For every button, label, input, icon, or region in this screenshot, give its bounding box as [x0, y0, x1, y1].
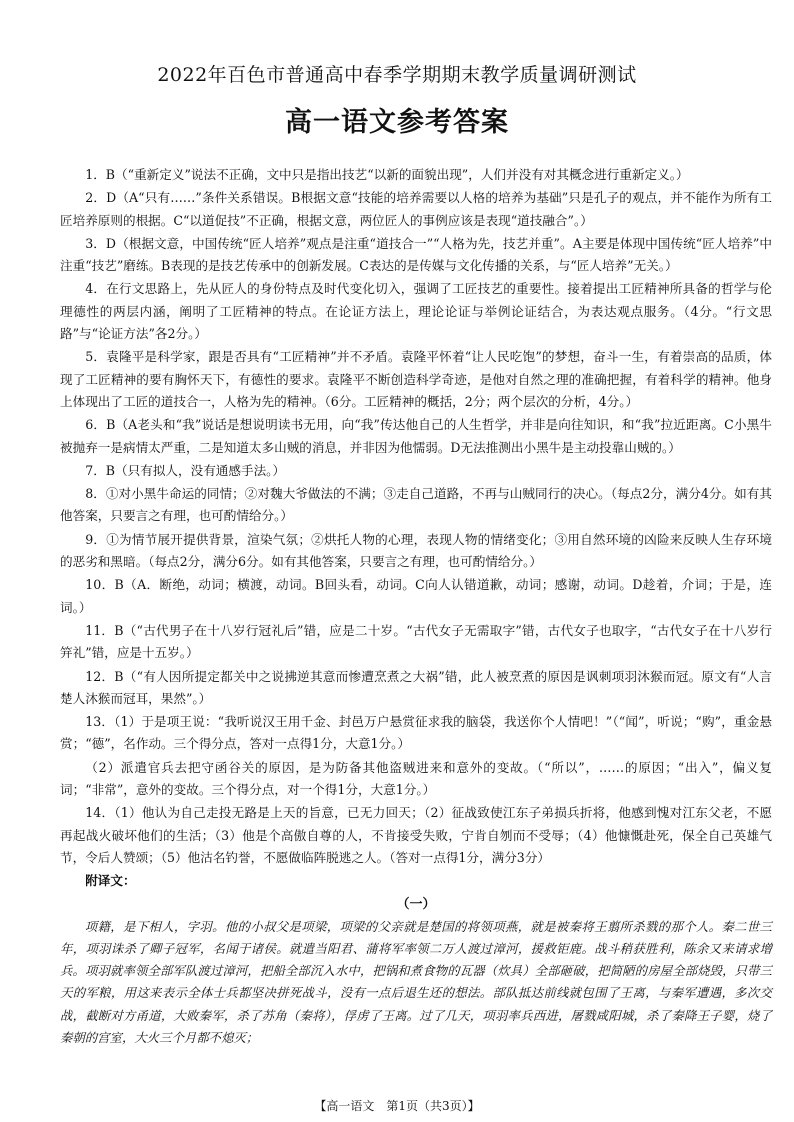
translation-text: 项籍，是下相人，字羽。他的小叔父是项梁，项梁的父亲就是楚国的将领项燕，就是被秦将王翦所杀戮的那个人。秦二世三年，项羽诛杀了卿子冠军，名闻于诸侯。就遣当阳君、蒲将军率领二万人渡过漳河，援救钜鹿。战斗稍获胜利，陈余又来请求增兵。项羽就率领全部军队渡过漳河，把船全部沉入水中，把锅和煮食物的瓦器（炊具）全部砸破，把简陋的房屋全部烧毁，只带三天的军粮，用这来表示全体士兵都坚决拼死战斗，没有一点后退生还的想法。部队抵达前线就包围了王离，与秦军遭遇，多次交战，截断对方甬道，大败秦军，杀了苏角（秦将），俘虏了王离。过了几天，项羽率兵西进，屠戮咸阳城，杀了秦降王子婴，烧了秦朝的宫室，大火三个月都不熄灭；: [60, 918, 772, 1045]
answer-3: 3．D（根据文意，中国传统“匠人培养”观点是注重“道技合一”“人格为先，技艺并重”。A主要是体现中国传统“匠人培养”中注重“技艺”磨练。B表现的是技艺传承中的创新发展。C表达的是传媒与文化传播的关系，与“匠人培养”无关。）: [60, 235, 772, 274]
answer-1: 1．B（“重新定义”说法不正确，文中只是指出技艺“以新的面貌出现”，人们并没有对其概念进行重新定义。）: [85, 167, 689, 182]
answer-7: 7．B（只有拟人，没有通感手法。）: [85, 462, 286, 478]
page-footer: 【高一语文 第1页（共3页）】: [314, 1099, 480, 1113]
answer-4: 4．在行文思路上，先从匠人的身份特点及时代变化切入，强调了工匠技艺的重要性。接着提出工匠精神所具备的哲学与伦理德性的两层内涵，阐明了工匠精神的特点。在论证方法上，理论论证与举例论证结合，为表达观点服务。（4分。“行文思路”与“论证方法”各2分。）: [60, 281, 772, 342]
answer-8: 8．①对小黑牛命运的同情；②对魏大爷做法的不满；③走自己道路，不再与山贼同行的决心。（每点2分，满分4分。如有其他答案，只要言之有理，也可酌情给分。）: [60, 486, 772, 524]
answer-14: 14．（1）他认为自己走投无路是上天的旨意，已无力回天；（2）征战致使江东子弟损兵折将，他感到愧对江东父老，不愿再起战火破坏他们的生活；（3）他是个高傲自尊的人，不肯接受失败，宁肯自刎而不受辱；（4）他慷慨赴死，保全自己英雄气节，令后人赞颂；（5）他沽名钓誉，不愿做临阵脱逃之人。（答对一点得1分，满分3分）: [60, 805, 772, 865]
appendix-label: 附译文：: [85, 873, 136, 889]
section-label: （一）: [396, 896, 436, 912]
answer-2: 2．D（A“只有……”条件关系错误。B根据文意“技能的培养需要以人格的培养为基础”只是孔子的观点，并不能作为所有工匠培养原则的根据。C“以道促技”不正确，根据文意，两位匠人的事例应该是表现“道技融合”。）: [60, 190, 772, 228]
answer-content: [60, 164, 772, 1049]
answer-6: 6．B（A老头和“我”说话是想说明读书无用，向“我”传达他自己的人生哲学，并非是向往知识，和“我”拉近距离。C小黑牛被抛弃一是病情太严重，二是知道太多山贼的消息，并非因为他懦弱。D无法推测出小黑牛是主动投靠山贼的。）: [60, 417, 772, 455]
answer-11: 11．B（“古代男子在十八岁行冠礼后”错，应是二十岁。“古代女子无需取字”错，古代女子也取字，“古代女子在十八岁行笄礼”错，应是十五岁。）: [60, 622, 772, 661]
answer-10: 10．B（A．断绝，动词；横渡，动词。B回头看，动词。C向人认错道歉，动词；感谢，动词。D趁着，介词；于是，连词。）: [60, 577, 772, 615]
answer-13-2: （2）派遣官兵去把守函谷关的原因，是为防备其他盗贼进来和意外的变故。（“所以”，……的原因；“出入”，偏义复词；“非常”，意外的变故。三个得分点，对一个得1分，大意1分。）: [60, 759, 772, 798]
answer-13-1: 13．（1）于是项王说：“我听说汉王用千金、封邑万户悬赏征求我的脑袋，我送你个人情吧！”（“闻”，听说；“购”，重金悬赏；“德”，名作动。三个得分点，答对一点得1分，大意1分。）: [60, 714, 772, 752]
answer-9: 9．①为情节展开提供背景，渲染气氛；②烘托人物的心理，表现人物的情绪变化；③用自然环境的凶险来反映人生存环境的恶劣和黑暗。（每点2分，满分6分。如有其他答案，只要言之有理，也可酌情给分。）: [60, 531, 772, 570]
page-title: 高一语文参考答案: [285, 107, 509, 138]
answer-5: 5．袁隆平是科学家，跟是否具有“工匠精神”并不矛盾。袁隆平怀着“让人民吃饱”的梦想，奋斗一生，有着崇高的品质，体现了工匠精神的要有胸怀天下，有德性的要求。袁隆平不断创造科学奇迹，是他对自然之理的准确把握，有着科学的精神。他身上体现出了工匠的道技合一，人格为先的精神。（6分。工匠精神的概括，2分；两个层次的分析，4分。）: [60, 349, 772, 409]
exam-header: 2022年百色市普通高中春季学期期末教学质量调研测试: [157, 64, 637, 86]
answer-12: 12．B（“有人因所提定都关中之说拂逆其意而惨遭烹煮之大祸”错，此人被烹煮的原因是讽刺项羽沐猴而冠。原文有“人言楚人沐猴而冠耳，果然”。）: [60, 668, 772, 706]
